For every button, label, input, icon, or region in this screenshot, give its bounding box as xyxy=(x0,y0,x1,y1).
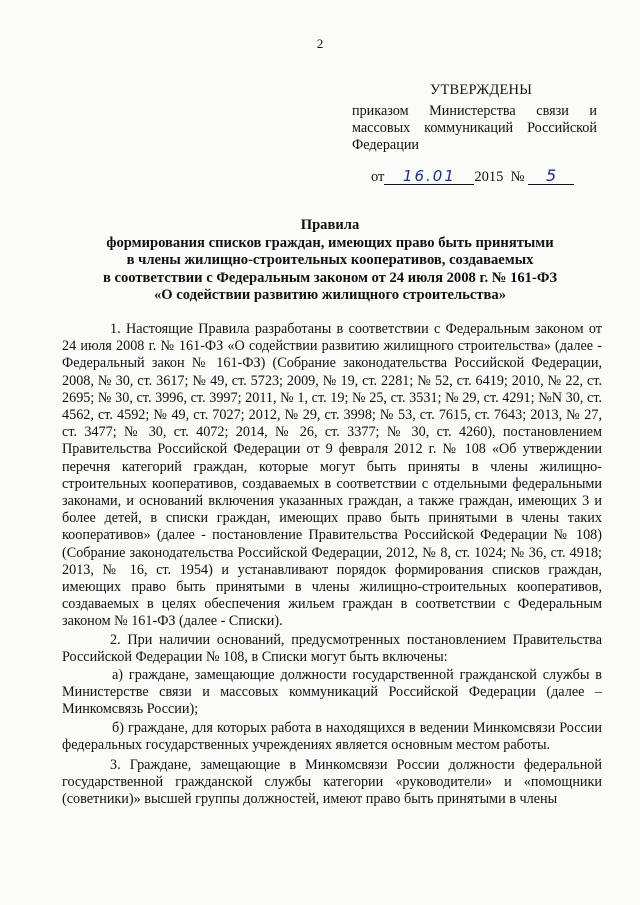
handwritten-number: 5 xyxy=(528,169,574,185)
paragraph-2b: б) граждане, для которых работа в находящихся в ведении Минкомсвязи России федеральных государственных учреждениях является основным местом работы. xyxy=(62,719,602,753)
title-line-1: формирования списков граждан, имеющих право быть принятыми xyxy=(106,235,554,252)
title-word: Правила xyxy=(300,217,360,233)
paragraph-2a: а) граждане, замещающие должности государственной гражданской службы в Министерстве связи и массовых коммуникаций Российской Федерации (далее – Минкомсвязь России); xyxy=(62,667,602,718)
title-line-4: «О содействии развитию жилищного строительства» xyxy=(154,286,506,303)
page-number: 2 xyxy=(316,36,324,51)
paragraph-1: 1. Настоящие Правила разработаны в соответствии с Федеральным законом от 24 июля 2008 г. № 161-ФЗ «О содействии развитию жилищного строительства» (далее - Федеральный закон № 161-ФЗ) (Собрание законодательства Российской Федерации, 2008, № 30, ст. 3617; № 49, ст. 5723; 2009, № 19, ст. 2281; № 52, ст. 6419; 2010, № 22, ст. 2695; № 30, ст. 3996, ст. 3997; 2011, № 1, ст. 19; № 25, ст. 3531; № 29, ст. 4291; №N 30, ст. 4562, ст. 4592; № 49, ст. 7027; 2012, № 29, ст. 3998; № 53, ст. 7615, ст. 7643; 2013, № 27, ст. 3477; № 30, ст. 4072; 2014, № 26, ст. 3377; № 30, ст. 4260), постановлением Правительства Российской Федерации от 9 февраля 2012 г. № 108 «Об утверждении перечня категорий граждан, которые могут быть приняты в члены жилищно-строительных кооперативов, создаваемых в соответствии с отдельными федеральными законами, и оснований включения указанных граждан, а также граждан, имеющих 3 и более детей, в списки граждан, имеющих право быть принятыми в члены таких кооперативов» (далее - постановление Правительства Российской Федерации № 108) (Собрание законодательства Российской Федерации, 2012, № 8, ст. 1024; № 36, ст. 4918; 2013, № 16, ст. 1954) и устанавливают порядок формирования списков граждан, имеющих право быть принятыми в члены жилищно-строительных кооперативов, создаваемых в целях обеспечения жильем граждан в соответствии с Федеральным законом № 161-ФЗ (далее - Списки). xyxy=(62,321,602,630)
approval-line-1: приказом Министерства связи и xyxy=(352,103,597,119)
order-date-line xyxy=(371,166,601,186)
paragraph-3: 3. Граждане, замещающие в Минкомсвязи России должности федеральной государственной гражданской службы категории «руководители» и «помощники (советники)» высшей группы должностей, имеют право быть принятыми в члены xyxy=(62,757,602,808)
date-prefix: от xyxy=(371,169,385,185)
paragraph-2: 2. При наличии оснований, предусмотренных постановлением Правительства Российской Федерации № 108, в Списки могут быть включены: xyxy=(62,631,602,665)
number-sign: № xyxy=(510,169,525,185)
document-body xyxy=(62,321,602,809)
order-year: 2015 xyxy=(474,169,504,185)
title-line-2: в члены жилищно-строительных кооперативов, создаваемых xyxy=(126,252,534,269)
approval-line-3: Федерации xyxy=(352,137,420,153)
approval-line-2: массовых коммуникаций Российской xyxy=(352,120,597,136)
approval-heading: УТВЕРЖДЕНЫ xyxy=(430,82,533,98)
handwritten-date: 16.01 xyxy=(384,169,474,185)
document-title xyxy=(60,217,600,304)
title-line-3: в соответствии с Федеральным законом от 24 июля 2008 г. № 161-ФЗ xyxy=(102,269,558,286)
approval-stamp xyxy=(352,82,597,154)
